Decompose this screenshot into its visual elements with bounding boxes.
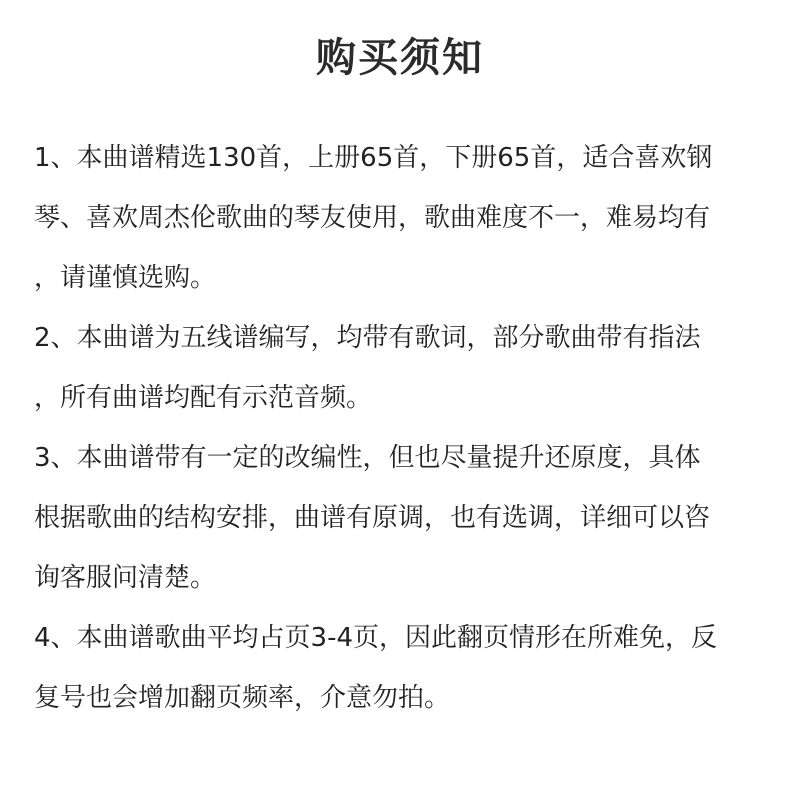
notice-item-2-line-2: ，所有曲谱均配有示范音频。 bbox=[34, 383, 373, 413]
notice-item-3-line-3: 询客服问清楚。 bbox=[34, 563, 217, 593]
notice-item-2-line-1: 2、本曲谱为五线谱编写，均带有歌词，部分歌曲带有指法 bbox=[34, 323, 701, 353]
notice-item-3-line-2: 根据歌曲的结构安排，曲谱有原调，也有选调，详细可以咨 bbox=[34, 503, 711, 533]
notice-item-4-line-2: 复号也会增加翻页频率，介意勿拍。 bbox=[34, 683, 451, 713]
notice-item-1-line-2: 琴、喜欢周杰伦歌曲的琴友使用，歌曲难度不一，难易均有 bbox=[34, 203, 711, 233]
notice-item-1-line-1: 1、本曲谱精选130首，上册65首，下册65首，适合喜欢钢 bbox=[34, 143, 713, 173]
notice-item-4-line-1: 4、本曲谱歌曲平均占页3-4页，因此翻页情形在所难免，反 bbox=[34, 623, 718, 653]
page-title: 购买须知 bbox=[316, 35, 484, 81]
notice-item-3-line-1: 3、本曲谱带有一定的改编性，但也尽量提升还原度，具体 bbox=[34, 443, 701, 473]
notice-item-1-line-3: ，请谨慎选购。 bbox=[34, 263, 217, 293]
